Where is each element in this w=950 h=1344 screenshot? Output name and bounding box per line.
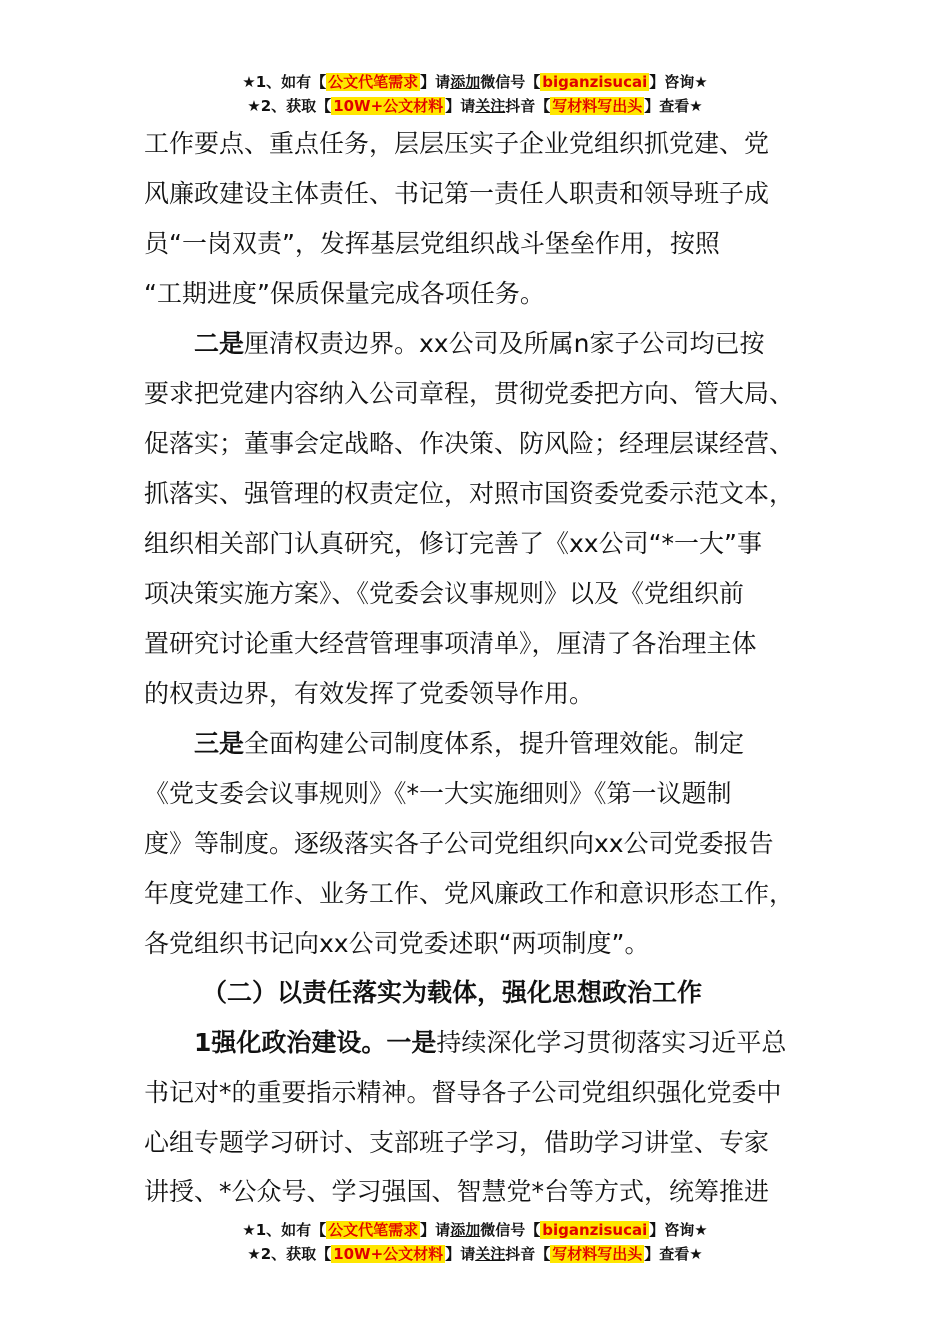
promo-text: 】咨询★ — [649, 73, 708, 91]
body-line: 心组专题学习研讨、支部班子学习，借助学习讲堂、专家 — [144, 1128, 770, 1157]
promo-highlight: 公文代笔需求 — [328, 73, 419, 91]
promo-line-1 — [0, 1218, 950, 1242]
promo-text: 微信号【 — [480, 1221, 541, 1239]
body-line: 风廉政建设主体责任、书记第一责任人职责和领导班子成 — [144, 179, 770, 208]
promo-line-2 — [0, 1242, 950, 1266]
promo-highlight: 10W+公文材料 — [333, 1245, 444, 1263]
promo-text: ★2、获取【 — [247, 97, 332, 115]
promo-text: 抖音【 — [505, 97, 551, 115]
body-line: 书记对*的重要指示精神。督导各子公司党组织强化党委中 — [144, 1078, 782, 1107]
body-line: 置研究讨论重大经营管理事项清单》，厘清了各治理主体 — [144, 629, 757, 658]
paragraph-lead-line — [194, 729, 744, 759]
promo-highlight: 写材料写出头 — [552, 1245, 643, 1263]
body-line: 讲授、*公众号、学习强国、智慧党*台等方式，统筹推进 — [144, 1177, 770, 1206]
promo-highlight: 10W+公文材料 — [333, 97, 444, 115]
promo-underlined-text: 关注 — [475, 1245, 506, 1263]
promo-text: 】请 — [420, 1221, 451, 1239]
promo-banner-bottom — [0, 1218, 950, 1266]
body-line: “工期进度”保质保量完成各项任务。 — [144, 279, 545, 308]
promo-text: ★2、获取【 — [247, 1245, 332, 1263]
body-text: 全面构建公司制度体系，提升管理效能。制定 — [244, 729, 745, 758]
body-line: 年度党建工作、业务工作、党风廉政工作和意识形态工作， — [144, 879, 795, 908]
body-line: 工作要点、重点任务，层层压实子企业党组织抓党建、党 — [144, 129, 770, 158]
paragraph-lead: 三是 — [194, 729, 245, 758]
body-text: 持续深化学习贯彻落实习近平总 — [436, 1028, 787, 1057]
promo-text: ★1、如有【 — [242, 1221, 327, 1239]
body-line: 组织相关部门认真研究，修订完善了《xx公司“*一大”事 — [144, 529, 762, 558]
body-line: 度》等制度。逐级落实各子公司党组织向xx公司党委报告 — [144, 829, 774, 858]
paragraph-lead: 二是 — [194, 329, 245, 358]
promo-text: ★1、如有【 — [242, 73, 327, 91]
promo-text: 】请 — [445, 97, 476, 115]
promo-highlight: 公文代笔需求 — [328, 1221, 419, 1239]
body-line: 抓落实、强管理的权责定位，对照市国资委党委示范文本， — [144, 479, 795, 508]
promo-text: 微信号【 — [480, 73, 541, 91]
paragraph-lead: 1强化政治建设。一是 — [194, 1028, 437, 1057]
promo-text: 】请 — [445, 1245, 476, 1263]
promo-line-2 — [0, 94, 950, 118]
promo-banner-top — [0, 70, 950, 118]
body-text: 厘清权责边界。xx公司及所属n家子公司均已按 — [244, 329, 765, 358]
body-line: 促落实；董事会定战略、作决策、防风险；经理层谋经营、 — [144, 429, 795, 458]
promo-line-1 — [0, 70, 950, 94]
paragraph-lead-line — [194, 329, 764, 359]
promo-text: 】咨询★ — [649, 1221, 708, 1239]
promo-text: 】请 — [420, 73, 451, 91]
promo-highlight: 写材料写出头 — [552, 97, 643, 115]
body-line: 要求把党建内容纳入公司章程，贯彻党委把方向、管大局、 — [144, 379, 795, 408]
promo-underlined-text: 关注 — [475, 97, 506, 115]
promo-text: 】查看★ — [644, 97, 703, 115]
paragraph-lead-line — [194, 1028, 786, 1058]
promo-highlight: biganzisucai — [542, 1221, 648, 1239]
body-line: 项决策实施方案》、《党委会议事规则》以及《党组织前 — [144, 579, 745, 608]
body-line: 各党组织书记向xx公司党委述职“两项制度”。 — [144, 929, 650, 958]
promo-underlined-text: 添加 — [450, 73, 481, 91]
promo-text: 抖音【 — [505, 1245, 551, 1263]
body-line: 的权责边界，有效发挥了党委领导作用。 — [144, 679, 595, 708]
body-line: 《党支委会议事规则》《*一大实施细则》《第一议题制 — [144, 779, 732, 808]
section-heading: （二）以责任落实为载体，强化思想政治工作 — [202, 978, 703, 1007]
body-line: 员“一岗双责”，发挥基层党组织战斗堡垒作用，按照 — [144, 229, 720, 258]
promo-highlight: biganzisucai — [542, 73, 648, 91]
promo-text: 】查看★ — [644, 1245, 703, 1263]
promo-underlined-text: 添加 — [450, 1221, 481, 1239]
